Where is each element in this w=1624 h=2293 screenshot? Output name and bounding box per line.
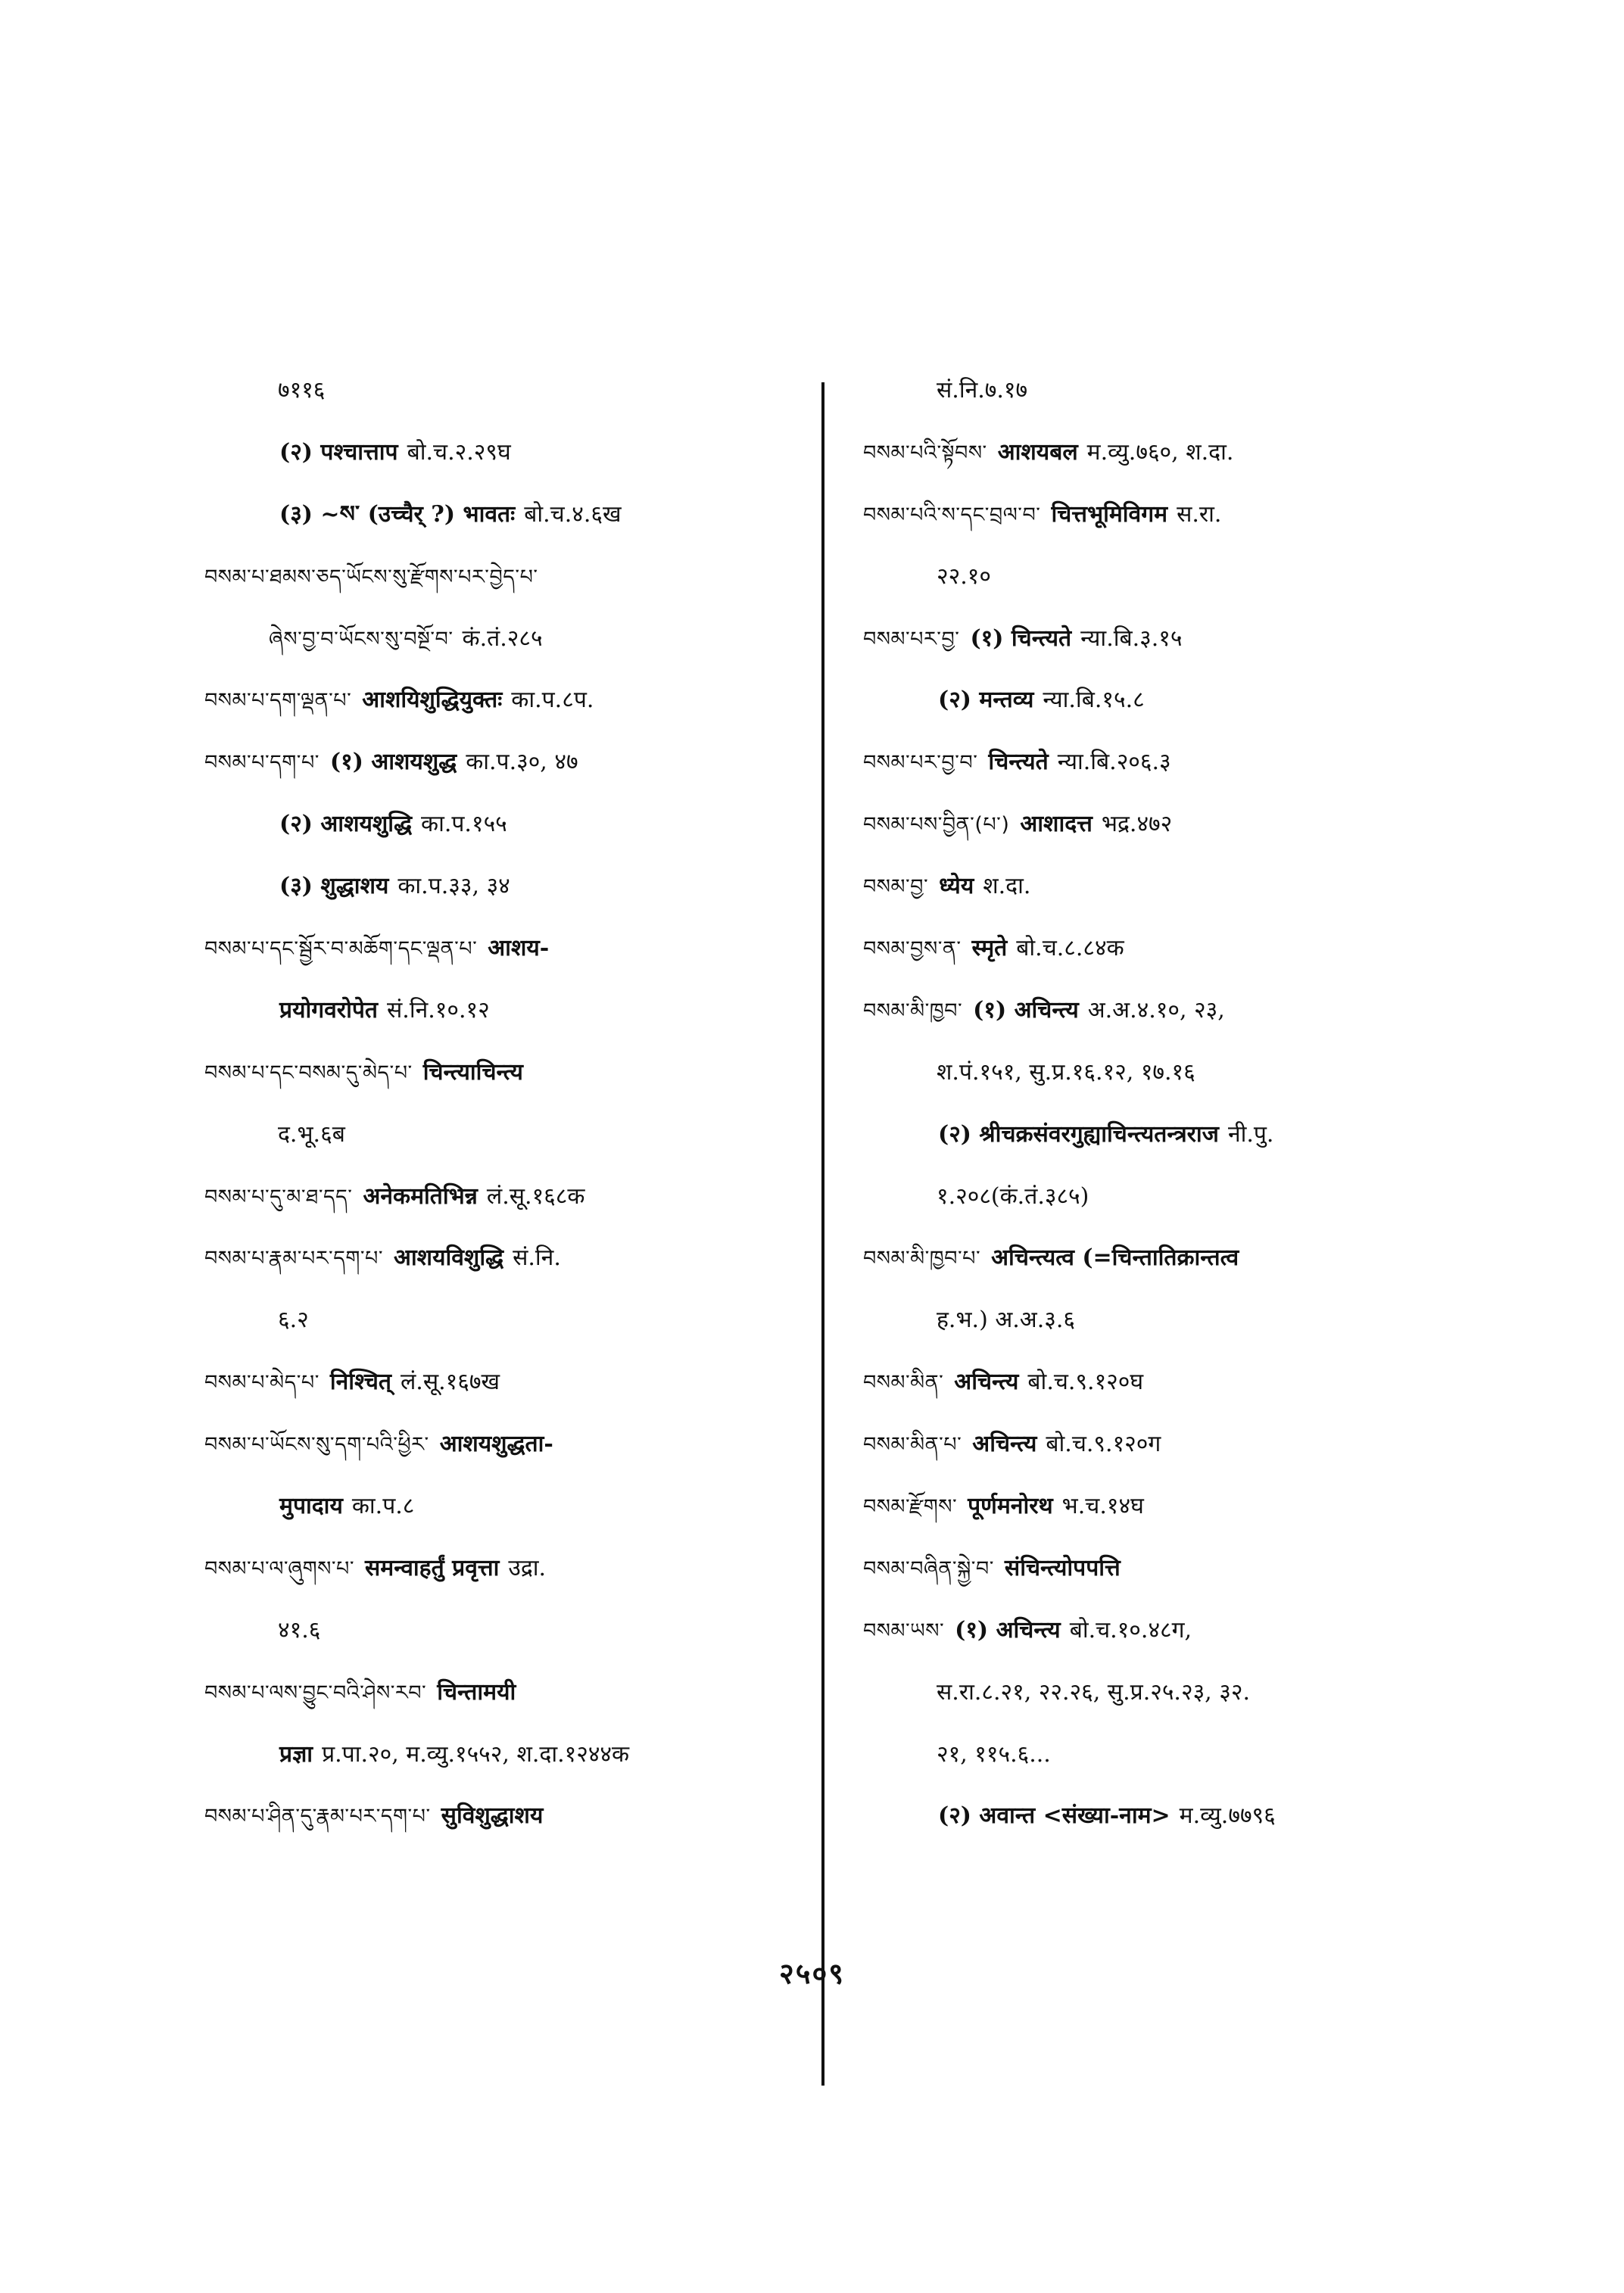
sanskrit-gloss: निश्चित् <box>329 1369 391 1396</box>
dictionary-entry <box>204 1547 803 1590</box>
sanskrit-gloss: आशादत्त <box>1020 811 1093 838</box>
tibetan-headword: ཞེས་བྱ་བ་ཡོངས་སུ་བསྔོ་བ་ <box>269 627 454 651</box>
source-reference: बो.च.२.२९घ <box>407 438 511 466</box>
dictionary-entry <box>863 494 1469 536</box>
source-reference: भद्र.४७२ <box>1101 811 1173 838</box>
sanskrit-gloss: सुविशुद्धाशय <box>441 1802 544 1830</box>
source-reference: का.प.८प. <box>511 687 594 714</box>
tibetan-headword: བསམ་པ་མེད་པ་ <box>204 1371 320 1395</box>
sanskrit-gloss: (१) अचिन्त्य <box>955 1616 1061 1643</box>
sanskrit-gloss: प्रयोगवरोपेत <box>279 996 378 1023</box>
dictionary-entry <box>204 618 803 660</box>
sanskrit-gloss: (२) मन्तव्य <box>938 687 1034 714</box>
dictionary-entry <box>863 618 1469 660</box>
source-reference: सं.नि. <box>513 1245 561 1272</box>
dictionary-entry <box>863 1485 1469 1528</box>
sanskrit-gloss: अनेकमतिभिन्न <box>363 1182 478 1210</box>
tibetan-headword: བསམ་བྱས་ན་ <box>863 937 962 961</box>
tibetan-headword: བསམ་བྱ་ <box>863 875 929 899</box>
sanskrit-gloss: (१) अचिन्त्य <box>973 996 1079 1023</box>
sanskrit-gloss: चित्तभूमिविगम <box>1051 500 1168 528</box>
tibetan-headword: བསམ་པར་བྱ་བ་ <box>863 751 978 775</box>
source-reference: बो.च.४.६ख <box>524 500 622 528</box>
sanskrit-gloss: मुपादाय <box>279 1493 343 1520</box>
source-reference: प्र.पा.२०, म.व्यु.१५५२, श.दा.१२४४क <box>322 1740 630 1768</box>
source-reference: ह.भ.) अ.अ.३.६ <box>937 1307 1075 1334</box>
entry-continuation <box>863 679 1469 721</box>
dictionary-entry <box>204 1176 803 1218</box>
dictionary-entry <box>204 1051 803 1094</box>
entry-continuation <box>204 865 803 908</box>
entry-continuation <box>204 1734 803 1776</box>
sanskrit-gloss: चिन्त्याचिन्त्य <box>422 1058 523 1086</box>
source-reference: का.प.३३, ३४ <box>397 873 510 900</box>
tibetan-headword: བསམ་པ་ལས་བྱུང་བའི་ཤེས་རབ་ <box>204 1681 427 1705</box>
sanskrit-gloss: ध्येय <box>939 873 974 900</box>
dictionary-entry <box>204 1361 803 1404</box>
sanskrit-gloss: चिन्त्यते <box>988 749 1049 776</box>
sanskrit-gloss: अचिन्त्य <box>954 1369 1019 1396</box>
source-reference: श.पं.१५१, सु.प्र.१६.१२, १७.१६ <box>937 1058 1195 1086</box>
dictionary-entry <box>204 927 803 970</box>
source-reference: बो.च.९.१२०ग <box>1046 1431 1161 1458</box>
tibetan-headword: བསམ་པ་དག་པ་ <box>204 751 320 775</box>
entry-continuation <box>204 1114 803 1156</box>
source-reference: स.रा. <box>1177 500 1222 528</box>
sanskrit-gloss: आशयशुद्धता- <box>439 1431 553 1458</box>
dictionary-entry <box>204 556 803 598</box>
source-reference: १.२०८(कं.तं.३८५) <box>937 1182 1089 1210</box>
sanskrit-gloss: अचिन्त्य <box>972 1431 1037 1458</box>
tibetan-headword: བསམ་མི་ཁྱབ་པ་ <box>863 1247 981 1271</box>
sanskrit-gloss: (३) शुद्धाशय <box>279 873 389 900</box>
source-reference: ६.२ <box>278 1307 309 1334</box>
source-reference: का.प.८ <box>351 1493 415 1520</box>
entry-continuation <box>863 556 1469 598</box>
sanskrit-gloss: (२) पश्चात्ताप <box>279 438 398 466</box>
entry-continuation <box>204 1485 803 1528</box>
sanskrit-gloss: समन्वाहर्तुं प्रवृत्ता <box>365 1554 500 1581</box>
dictionary-entry <box>204 741 803 784</box>
tibetan-headword: བསམ་པ་ཡོངས་སུ་དག་པའི་ཕྱིར་ <box>204 1433 429 1457</box>
dictionary-entry <box>863 1237 1469 1279</box>
entry-continuation <box>204 1299 803 1341</box>
source-reference: २१, ११५.६... <box>937 1740 1051 1768</box>
source-reference: न्या.बि.१५.८ <box>1043 687 1145 714</box>
source-reference: उद्रा. <box>508 1554 547 1581</box>
source-reference: अ.अ.४.१०, २३, <box>1087 996 1225 1023</box>
tibetan-headword: བསམ་པ་རྣམ་པར་དག་པ་ <box>204 1247 384 1271</box>
dictionary-entry <box>863 431 1469 474</box>
source-reference: ७११६ <box>278 377 326 403</box>
source-reference: बो.च.१०.४८ग, <box>1069 1616 1192 1643</box>
source-reference: म.व्यु.७६०, श.दा. <box>1086 438 1234 466</box>
source-reference: का.प.३०, ४७ <box>466 749 578 776</box>
tibetan-headword: བསམ་པར་བྱ་ <box>863 627 960 651</box>
sanskrit-gloss: पूर्णमनोरथ <box>968 1493 1053 1520</box>
entry-continuation <box>863 1795 1469 1837</box>
source-reference: न्या.बि.३.१५ <box>1080 625 1183 652</box>
sanskrit-gloss: (२) अवान्त <संख्या-नाम> <box>938 1802 1170 1830</box>
tibetan-headword: བསམ་པའི་སྟོབས་ <box>863 441 987 465</box>
left-column <box>204 369 803 1857</box>
dictionary-entry <box>863 1547 1469 1590</box>
entry-continuation <box>204 369 803 412</box>
entry-continuation <box>863 1051 1469 1094</box>
dictionary-entry <box>204 1671 803 1714</box>
sanskrit-gloss: आशय- <box>488 935 550 962</box>
tibetan-headword: བསམ་རྫོགས་ <box>863 1495 958 1519</box>
entry-continuation <box>204 431 803 474</box>
sanskrit-gloss: संचिन्त्योपपत्ति <box>1004 1554 1121 1581</box>
tibetan-headword: བསམ་བཞིན་སྐྱེ་བ་ <box>863 1556 994 1581</box>
entry-continuation <box>863 1176 1469 1218</box>
entry-continuation <box>204 1609 803 1652</box>
sanskrit-gloss: आशयिशुद्धियुक्तः <box>362 687 503 714</box>
source-reference: स.रा.८.२१, २२.२६, सु.प्र.२५.२३, ३२. <box>937 1678 1250 1706</box>
column-divider <box>821 382 824 2086</box>
right-column <box>863 369 1469 1857</box>
source-reference: द.भू.६ब <box>278 1120 345 1148</box>
dictionary-entry <box>204 1237 803 1279</box>
tibetan-headword: བསམ་མི་ཁྱབ་ <box>863 999 963 1023</box>
entry-continuation <box>204 803 803 846</box>
tibetan-headword: བསམ་པ་དང་སྦྱོར་བ་མཆོག་དང་ལྡན་པ་ <box>204 937 478 961</box>
sanskrit-gloss: आशयबल <box>997 438 1078 466</box>
entry-continuation <box>863 1734 1469 1776</box>
source-reference: ४१.६ <box>278 1616 321 1643</box>
sanskrit-gloss: (१) चिन्त्यते <box>970 625 1072 652</box>
tibetan-headword: བསམ་པ་ཐམས་ཅད་ཡོངས་སུ་རྫོགས་པར་བྱེད་པ་ <box>204 565 538 589</box>
sanskrit-gloss: (२) आशयशुद्धि <box>279 811 413 838</box>
dictionary-entry <box>863 865 1469 908</box>
sanskrit-gloss: प्रज्ञा <box>279 1740 313 1768</box>
entry-continuation <box>863 1299 1469 1341</box>
sanskrit-gloss: आशयविशुद्धि <box>394 1245 504 1272</box>
tibetan-headword: བསམ་པ་ཤིན་དུ་རྣམ་པར་དག་པ་ <box>204 1805 431 1829</box>
sanskrit-gloss: अचिन्त्यत्व (=चिन्तातिक्रान्तत्व <box>991 1245 1239 1272</box>
source-reference: लं.सू.१६८क <box>486 1182 585 1210</box>
source-reference: सं.नि.१०.१२ <box>387 996 490 1023</box>
dictionary-entry <box>863 1361 1469 1404</box>
entry-continuation <box>863 369 1469 412</box>
dictionary-entry <box>204 679 803 721</box>
sanskrit-gloss: (३) ~ས་ (उच्चैर् ?) भावतः <box>279 500 516 528</box>
tibetan-headword: བསམ་པའི་ས་དང་བྲལ་བ་ <box>863 503 1041 527</box>
dictionary-entry <box>863 989 1469 1032</box>
tibetan-headword: བསམ་ཡས་ <box>863 1618 945 1643</box>
dictionary-entry <box>863 803 1469 846</box>
tibetan-headword: བསམ་པ་ལ་ཞུགས་པ་ <box>204 1556 355 1581</box>
source-reference: कं.तं.२८५ <box>462 625 543 652</box>
tibetan-headword: བསམ་མིན་པ་ <box>863 1433 962 1457</box>
sanskrit-gloss: स्मृते <box>971 935 1008 962</box>
dictionary-entry <box>204 1795 803 1837</box>
tibetan-headword: བསམ་མིན་ <box>863 1371 944 1395</box>
source-reference: म.व्यु.७७९६ <box>1179 1802 1276 1830</box>
source-reference: श.दा. <box>983 873 1031 900</box>
source-reference: लं.सू.१६७ख <box>400 1369 500 1396</box>
tibetan-headword: བསམ་པ་དང་བསམ་དུ་མེད་པ་ <box>204 1061 413 1085</box>
source-reference: २२.१० <box>937 562 991 590</box>
source-reference: बो.च.८.८४क <box>1016 935 1124 962</box>
sanskrit-gloss: (२) श्रीचक्रसंवरगुह्याचिन्त्यतन्त्रराज <box>938 1120 1219 1148</box>
entry-continuation <box>204 989 803 1032</box>
source-reference: सं.नि.७.१७ <box>937 377 1028 403</box>
dictionary-entry <box>863 741 1469 784</box>
entry-continuation <box>863 1671 1469 1714</box>
dictionary-entry <box>204 1423 803 1466</box>
source-reference: भ.च.१४घ <box>1061 1493 1144 1520</box>
source-reference: न्या.बि.२०६.३ <box>1057 749 1171 776</box>
entry-continuation <box>863 1114 1469 1156</box>
tibetan-headword: བསམ་པ་དག་ལྡན་པ་ <box>204 689 352 713</box>
sanskrit-gloss: (१) आशयशुद्ध <box>329 749 457 776</box>
tibetan-headword: བསམ་པ་དུ་མ་ཐ་དད་ <box>204 1185 353 1209</box>
source-reference: बो.च.९.१२०घ <box>1027 1369 1144 1396</box>
entry-continuation <box>204 494 803 536</box>
dictionary-entry <box>863 1423 1469 1466</box>
source-reference: नी.पु. <box>1227 1120 1274 1148</box>
tibetan-headword: བསམ་པས་བྱིན་(པ་) <box>863 813 1010 837</box>
dictionary-entry <box>863 1609 1469 1652</box>
sanskrit-gloss: चिन्तामयी <box>437 1678 516 1706</box>
page-number: २५०९ <box>778 1956 846 1990</box>
dictionary-entry <box>863 927 1469 970</box>
source-reference: का.प.१५५ <box>421 811 507 838</box>
